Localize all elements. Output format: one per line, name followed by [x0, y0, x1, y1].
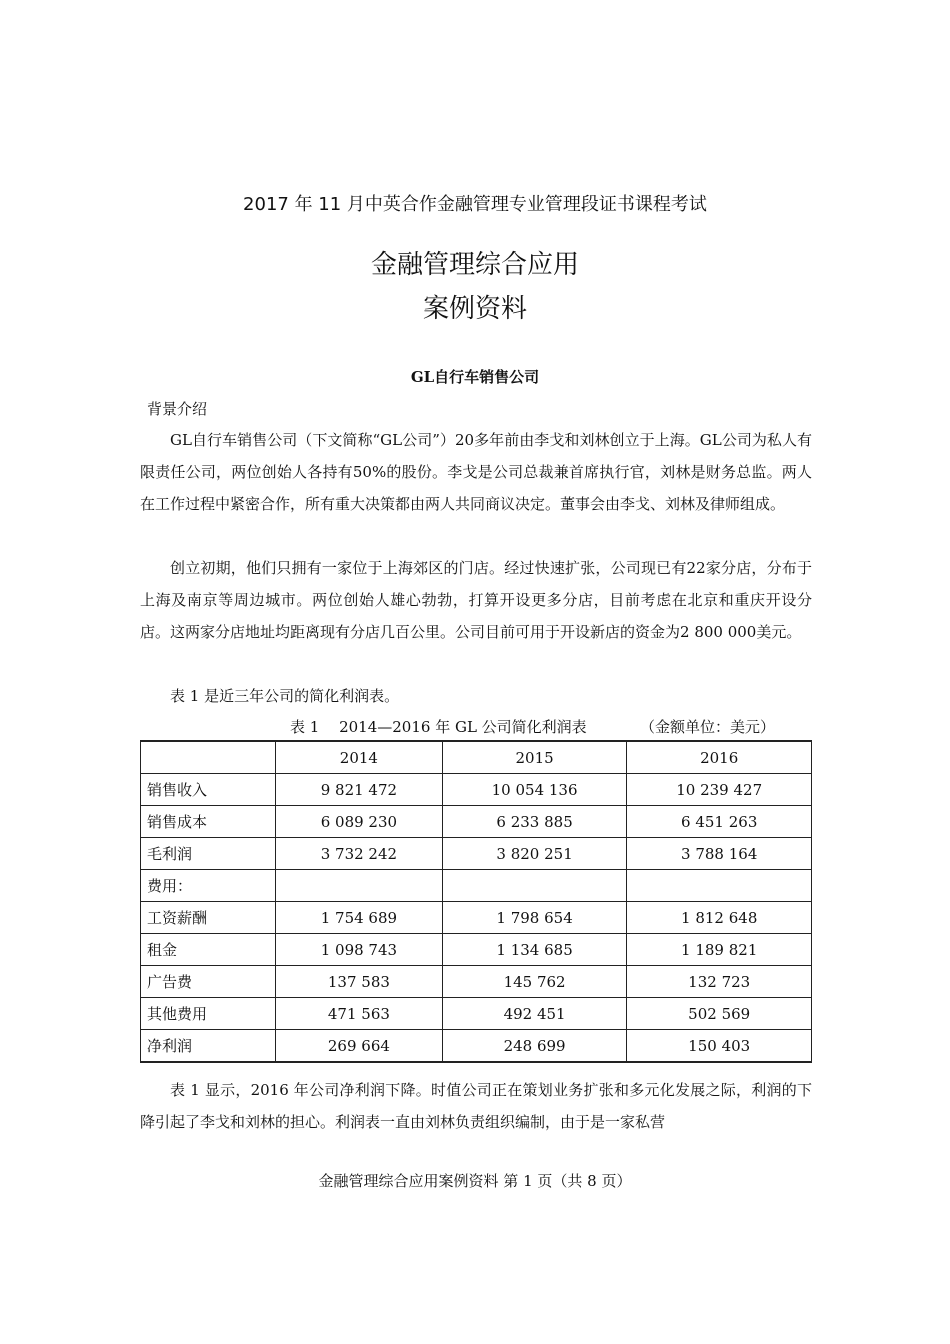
- table-unit: （金额单位：美元）: [640, 718, 776, 736]
- case-title: GL自行车销售公司: [410, 368, 540, 386]
- table-cell: 1 798 654: [442, 902, 627, 934]
- table-row: [141, 966, 812, 998]
- table-cell: 6 089 230: [276, 806, 443, 838]
- table-cell: 248 699: [442, 1030, 627, 1063]
- table-cell: 10 054 136: [442, 774, 627, 806]
- paragraph: 表 1 显示，2016 年公司净利润下降。时值公司正在策划业务扩张和多元化发展之际，利润的下降引起了李戈和刘林的担心。利润表一直由刘林负责组织编制，由于是一家私营: [140, 1081, 812, 1131]
- table-header-cell: 2015: [442, 741, 627, 774]
- paragraph-profit-decline: [140, 1074, 812, 1138]
- table-cell: 6 233 885: [442, 806, 627, 838]
- table-cell: 10 239 427: [627, 774, 812, 806]
- row-label: 毛利润: [141, 838, 276, 870]
- exam-title: 2017 年 11 月中英合作金融管理专业管理段证书课程考试: [243, 194, 707, 215]
- paragraph: 创立初期，他们只拥有一家位于上海郊区的门店。经过快速扩张，公司现已有22家分店，分布于上海及南京等周边城市。两位创始人雄心勃勃，打算开设更多分店，目前考虑在北京和重庆开设分店。这两家分店地址均距离现有分店几百公里。公司目前可用于开设新店的资金为2 800 000美元。: [140, 559, 812, 641]
- table-row: [141, 838, 812, 870]
- table-cell: 3 732 242: [276, 838, 443, 870]
- income-statement-table: [140, 740, 812, 1063]
- paragraph-expansion: [140, 552, 812, 648]
- table-cell: 1 812 648: [627, 902, 812, 934]
- table-cell: 1 754 689: [276, 902, 443, 934]
- table-cell: 471 563: [276, 998, 443, 1030]
- table-cell: [442, 870, 627, 902]
- table-header-cell: 2014: [276, 741, 443, 774]
- table-header-row: [141, 741, 812, 774]
- table-cell: [627, 870, 812, 902]
- table-cell: 269 664: [276, 1030, 443, 1063]
- paragraph-table-intro: [140, 680, 812, 712]
- row-label: 费用：: [141, 870, 276, 902]
- paragraph: 表 1 是近三年公司的简化利润表。: [170, 687, 400, 705]
- table-cell: 6 451 263: [627, 806, 812, 838]
- table-cell: [276, 870, 443, 902]
- table-cell: 145 762: [442, 966, 627, 998]
- row-label: 租金: [141, 934, 276, 966]
- table-cell: 1 134 685: [442, 934, 627, 966]
- document-title: 金融管理综合应用: [370, 250, 579, 280]
- table-row: [141, 1030, 812, 1063]
- table-cell: 1 189 821: [627, 934, 812, 966]
- row-label: 销售成本: [141, 806, 276, 838]
- table-row: [141, 806, 812, 838]
- table-cell: 1 098 743: [276, 934, 443, 966]
- row-label: 净利润: [141, 1030, 276, 1063]
- table-cell: 9 821 472: [276, 774, 443, 806]
- row-label: 其他费用: [141, 998, 276, 1030]
- row-label: 广告费: [141, 966, 276, 998]
- table-row: [141, 998, 812, 1030]
- table-cell: 3 820 251: [442, 838, 627, 870]
- table-cell: 137 583: [276, 966, 443, 998]
- page-footer: 金融管理综合应用案例资料 第 1 页（共 8 页）: [318, 1172, 632, 1190]
- document-subtitle: 案例资料: [422, 294, 527, 324]
- paragraph-intro: [140, 424, 812, 520]
- table-header-cell: [141, 741, 276, 774]
- table-row: [141, 774, 812, 806]
- table-cell: 132 723: [627, 966, 812, 998]
- row-label: 销售收入: [141, 774, 276, 806]
- table-caption: [290, 716, 776, 737]
- table-cell: 502 569: [627, 998, 812, 1030]
- table-header-cell: 2016: [627, 741, 812, 774]
- table-row: [141, 934, 812, 966]
- table-cell: 492 451: [442, 998, 627, 1030]
- table-row: [141, 902, 812, 934]
- table-row: [141, 870, 812, 902]
- table-cell: 150 403: [627, 1030, 812, 1063]
- table-cell: 3 788 164: [627, 838, 812, 870]
- row-label: 工资薪酬: [141, 902, 276, 934]
- section-heading: 背景介绍: [147, 400, 208, 418]
- table-caption-title: 表 1 2014—2016 年 GL 公司简化利润表: [290, 718, 587, 736]
- paragraph: GL自行车销售公司（下文简称“GL公司”）20多年前由李戈和刘林创立于上海。GL公司为私人有限责任公司，两位创始人各持有50%的股份。李戈是公司总裁兼首席执行官，刘林是财务总监。两人在工作过程中紧密合作，所有重大决策都由两人共同商议决定。董事会由李戈、刘林及律师组成。: [140, 431, 812, 513]
